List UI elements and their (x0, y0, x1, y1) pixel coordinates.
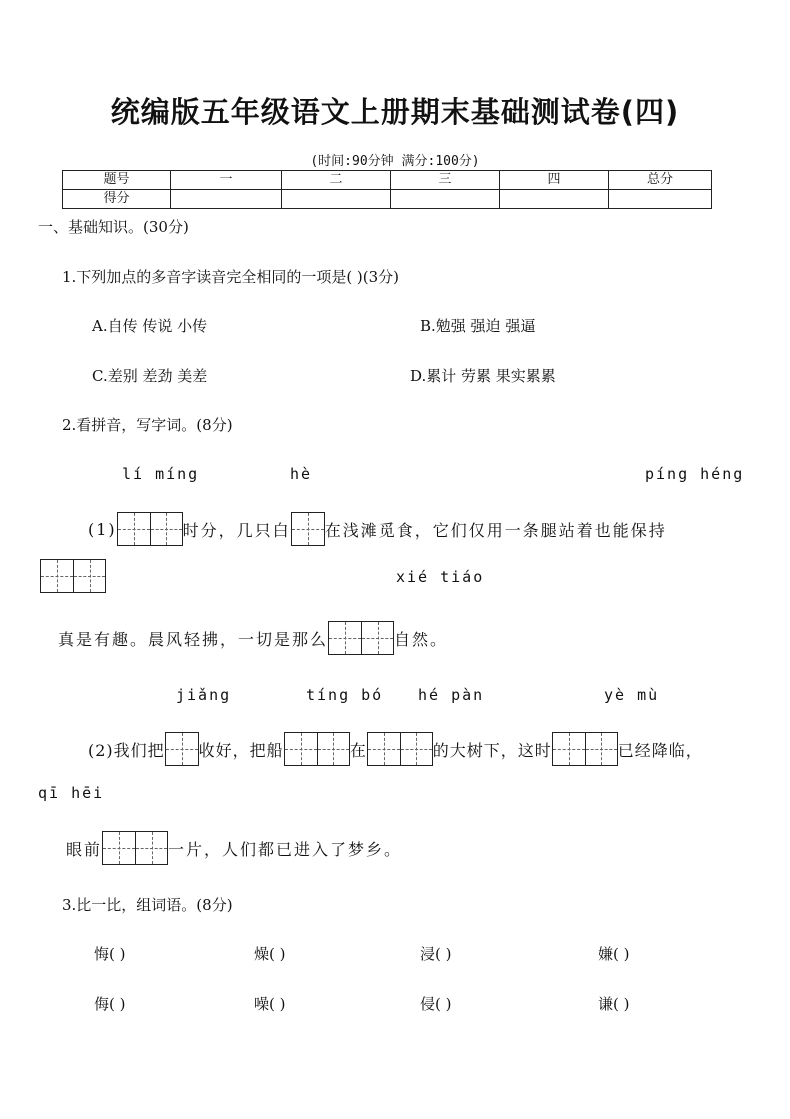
q1-option-b[interactable]: B.勉强 强迫 强逼 (420, 317, 536, 335)
answer-grid[interactable] (328, 621, 394, 655)
pinyin-label: xié tiáo (396, 568, 485, 586)
exam-time-info: (时间:90分钟 满分:100分) (310, 154, 480, 169)
sentence-text: 一片，人们都已进入了梦乡。 (168, 839, 403, 859)
q1-option-d[interactable]: D.累计 劳累 果实累累 (410, 367, 556, 385)
score-field[interactable] (609, 190, 712, 209)
score-field[interactable] (500, 190, 609, 209)
answer-grid[interactable] (284, 732, 350, 766)
word-blank[interactable]: 谦( ) (598, 995, 630, 1013)
sentence-text: 在 (349, 740, 367, 760)
q1-option-c[interactable]: C.差别 差劲 美差 (92, 367, 208, 385)
question-3-stem: 3.比一比，组词语。(8分) (62, 896, 233, 914)
answer-grid[interactable] (552, 732, 618, 766)
table-cell: 总分 (609, 171, 712, 190)
answer-grid[interactable] (102, 831, 168, 865)
table-cell: 得分 (63, 190, 171, 209)
sentence-text: 收好，把船 (198, 740, 284, 760)
pinyin-label: píng héng (645, 465, 745, 483)
score-table-score-row (63, 190, 712, 209)
sentence-text: 在浅滩觅食，它们仅用一条腿站着也能保持 (324, 520, 667, 540)
page-title: 统编版五年级语文上册期末基础测试卷(四) (110, 95, 680, 129)
pinyin-label: qī hēi (38, 784, 105, 802)
answer-grid[interactable] (40, 559, 106, 593)
score-field[interactable] (391, 190, 500, 209)
q2-sentence-1-cont (58, 621, 448, 655)
q1-option-a[interactable]: A.自传 传说 小传 (92, 317, 208, 335)
sentence-text: 已经降临， (617, 740, 703, 760)
pinyin-label: hè (290, 465, 313, 483)
pinyin-label: yè mù (604, 686, 660, 704)
pinyin-label: tíng bó (306, 686, 384, 704)
word-blank[interactable]: 悔( ) (94, 945, 126, 963)
word-blank[interactable]: 燥( ) (254, 945, 286, 963)
sentence-text: 眼前 (66, 839, 103, 859)
answer-grid[interactable] (367, 732, 433, 766)
sentence-text: 自然。 (394, 629, 449, 649)
word-blank[interactable]: 嫌( ) (598, 945, 630, 963)
table-cell: 一 (171, 171, 282, 190)
answer-grid[interactable] (165, 732, 199, 766)
sentence-text: (2)我们把 (88, 740, 165, 760)
table-cell: 题号 (63, 171, 171, 190)
q2-sentence-1 (88, 512, 667, 546)
sentence-text: 时分，几只白 (182, 520, 291, 540)
table-cell: 四 (500, 171, 609, 190)
pinyin-label: hé pàn (418, 686, 485, 704)
pinyin-label: lí míng (122, 465, 200, 483)
word-blank[interactable]: 侮( ) (94, 995, 126, 1013)
score-field[interactable] (171, 190, 282, 209)
answer-grid[interactable] (291, 512, 325, 546)
word-blank[interactable]: 侵( ) (420, 995, 452, 1013)
word-blank[interactable]: 浸( ) (420, 945, 452, 963)
question-2-stem: 2.看拼音，写字词。(8分) (62, 416, 233, 434)
table-cell: 三 (391, 171, 500, 190)
q2-sentence-2 (88, 732, 703, 766)
table-cell: 二 (282, 171, 391, 190)
answer-grid[interactable] (117, 512, 183, 546)
question-1-stem: 1.下列加点的多音字读音完全相同的一项是( )(3分) (62, 268, 400, 286)
sentence-text: 真是有趣。晨风轻拂，一切是那么 (58, 629, 329, 649)
score-table-header-row (63, 171, 712, 190)
sentence-text: 的大树下，这时 (432, 740, 552, 760)
q2-sentence-2-cont (66, 831, 402, 865)
score-field[interactable] (282, 190, 391, 209)
pinyin-label: jiǎng (176, 686, 232, 704)
word-blank[interactable]: 噪( ) (254, 995, 286, 1013)
item-number: (1) (88, 519, 117, 539)
score-table (62, 170, 712, 209)
section-heading: 一、基础知识。(30分) (38, 218, 189, 236)
